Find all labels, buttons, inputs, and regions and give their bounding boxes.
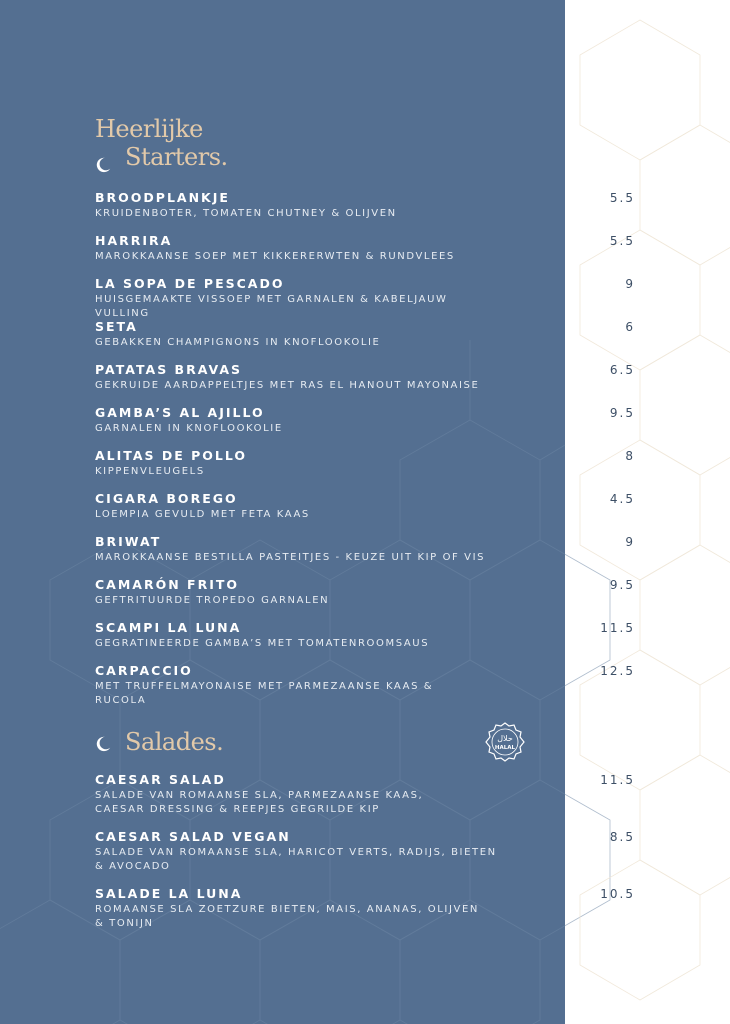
halal-badge-label: HALAL [494,745,516,751]
item-price: 5.5 [609,191,635,205]
menu-item [95,191,515,221]
menu-item [95,449,515,479]
starters-heading-line1: Heerlijke [95,115,203,143]
item-price: 4.5 [609,492,635,506]
item-name: CIGARA BOREGO [95,491,238,506]
menu-item [95,578,515,608]
item-description: SALADE VAN ROMAANSE SLA, PARMEZAANSE KAAS, CAESAR DRESSING & REEPJES GEGRILDE KIP [95,790,424,815]
starters-heading-line2: Starters. [125,143,228,171]
starters-heading [95,115,228,171]
item-description: SALADE VAN ROMAANSE SLA, HARICOT VERTS, RADIJS, BIETEN & AVOCADO [95,847,497,872]
item-name: HARRIRA [95,233,173,248]
salades-heading-text: Salades. [125,728,224,756]
item-description: GEKRUIDE AARDAPPELTJES MET RAS EL HANOUT MAYONAISE [95,380,480,391]
item-description: KRUIDENBOTER, TOMATEN CHUTNEY & OLIJVEN [95,208,397,219]
item-name: GAMBA’S AL AJILLO [95,405,265,420]
item-name: PATATAS BRAVAS [95,362,243,377]
item-price: 9.5 [609,578,635,592]
menu-item [95,492,515,522]
menu-item [95,621,515,651]
item-price: 9 [625,535,635,549]
menu-item [95,234,515,264]
item-price: 6 [625,320,635,334]
item-price: 11.5 [600,773,635,787]
menu-item [95,773,445,817]
salades-heading [95,728,223,756]
item-description: MET TRUFFELMAYONAISE MET PARMEZAANSE KAAS & RUCOLA [95,681,434,706]
item-name: CAESAR SALAD [95,772,226,787]
item-description: GEGRATINEERDE GAMBA’S MET TOMATENROOMSAUS [95,638,430,649]
item-price: 11.5 [600,621,635,635]
item-price: 12.5 [600,664,635,678]
item-price: 8 [625,449,635,463]
item-description: MAROKKAANSE BESTILLA PASTEITJES - KEUZE UIT KIP OF VIS [95,552,486,563]
item-price: 9 [625,277,635,291]
menu-item [95,320,515,350]
item-name: BROODPLANKJE [95,190,230,205]
halal-badge-icon [485,722,525,762]
crescent-moon-icon [94,156,112,174]
item-description: ROMAANSE SLA ZOETZURE BIETEN, MAIS, ANANAS, OLIJVEN & TONIJN [95,904,479,929]
menu-item [95,277,515,321]
halal-badge-arabic: حلال [497,734,513,743]
item-price: 5.5 [609,234,635,248]
item-description: LOEMPIA GEVULD MET FETA KAAS [95,509,310,520]
item-description: KIPPENVLEUGELS [95,466,205,477]
item-description: GARNALEN IN KNOFLOOKOLIE [95,423,283,434]
item-name: CARPACCIO [95,663,193,678]
item-name: CAMARÓN FRITO [95,577,239,592]
item-name: BRIWAT [95,534,162,549]
item-name: SETA [95,319,138,334]
item-name: SALADE LA LUNA [95,886,243,901]
crescent-moon-icon [94,735,112,753]
item-name: SCAMPI LA LUNA [95,620,242,635]
menu-item [95,363,515,393]
item-price: 6.5 [609,363,635,377]
item-name: CAESAR SALAD VEGAN [95,829,291,844]
item-price: 9.5 [609,406,635,420]
item-name: ALITAS DE POLLO [95,448,248,463]
menu-item [95,406,515,436]
menu-item [95,664,455,708]
menu-item [95,830,505,874]
menu-item [95,535,515,565]
item-description: GEBAKKEN CHAMPIGNONS IN KNOFLOOKOLIE [95,337,381,348]
item-description: HUISGEMAAKTE VISSOEP MET GARNALEN & KABELJAUW VULLING [95,294,448,319]
item-price: 8.5 [609,830,635,844]
item-description: MAROKKAANSE SOEP MET KIKKERERWTEN & RUNDVLEES [95,251,455,262]
menu-item [95,887,490,931]
item-name: LA SOPA DE PESCADO [95,276,285,291]
item-price: 10.5 [600,887,635,901]
item-description: GEFTRITUURDE TROPEDO GARNALEN [95,595,330,606]
